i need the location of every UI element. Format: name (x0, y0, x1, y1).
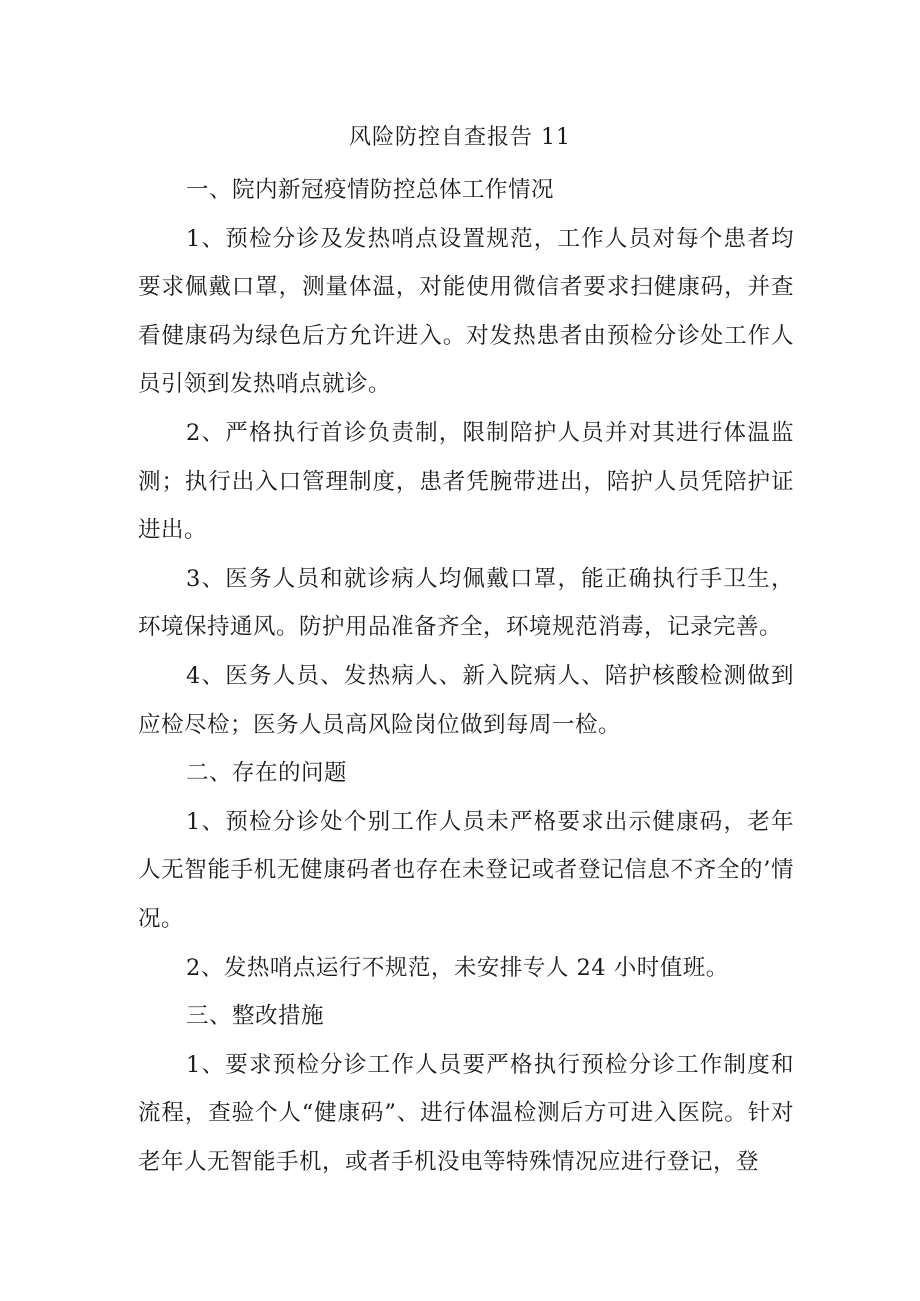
paragraph: 1、要求预检分诊工作人员要严格执行预检分诊工作制度和流程，查验个人“健康码”、进行体温检测后方可进入医院。针对老年人无智能手机，或者手机没电等特殊情况应进行登记，登 (138, 1051, 794, 1175)
section-heading-3: 三、整改措施 (186, 1003, 325, 1030)
paragraph: 3、医务人员和就诊病人均佩戴口罩，能正确执行手卫生，环境保持通风。防护用品准备齐全，环境规范消毒，记录完善。 (138, 565, 794, 641)
section-heading-1: 一、院内新冠疫情防控总体工作情况 (186, 177, 555, 203)
paragraph: 2、严格执行首诊负责制，限制陪护人员并对其进行体温监测；执行出入口管理制度，患者凭腕带进出，陪护人员凭陪护证进出。 (138, 419, 794, 544)
document-title: 风险防控自查报告 11 (349, 125, 571, 150)
paragraph: 4、医务人员、发热病人、新入院病人、陪护核酸检测做到应检尽检；医务人员高风险岗位做到每周一检。 (138, 662, 794, 738)
document-body (138, 166, 794, 1186)
paragraph: 2、发热哨点运行不规范，未安排专人 24 小时值班。 (186, 954, 729, 981)
section-heading-2: 二、存在的问题 (186, 760, 348, 787)
paragraph: 1、预检分诊处个别工作人员未严格要求出示健康码，老年人无智能手机无健康码者也存在未登记或者登记信息不齐全的’情况。 (138, 808, 794, 932)
paragraph: 1、预检分诊及发热哨点设置规范，工作人员对每个患者均要求佩戴口罩，测量体温，对能使用微信者要求扫健康码，并查看健康码为绿色后方允许进入。对发热患者由预检分诊处工作人员引领到发热哨点就诊。 (138, 225, 794, 398)
